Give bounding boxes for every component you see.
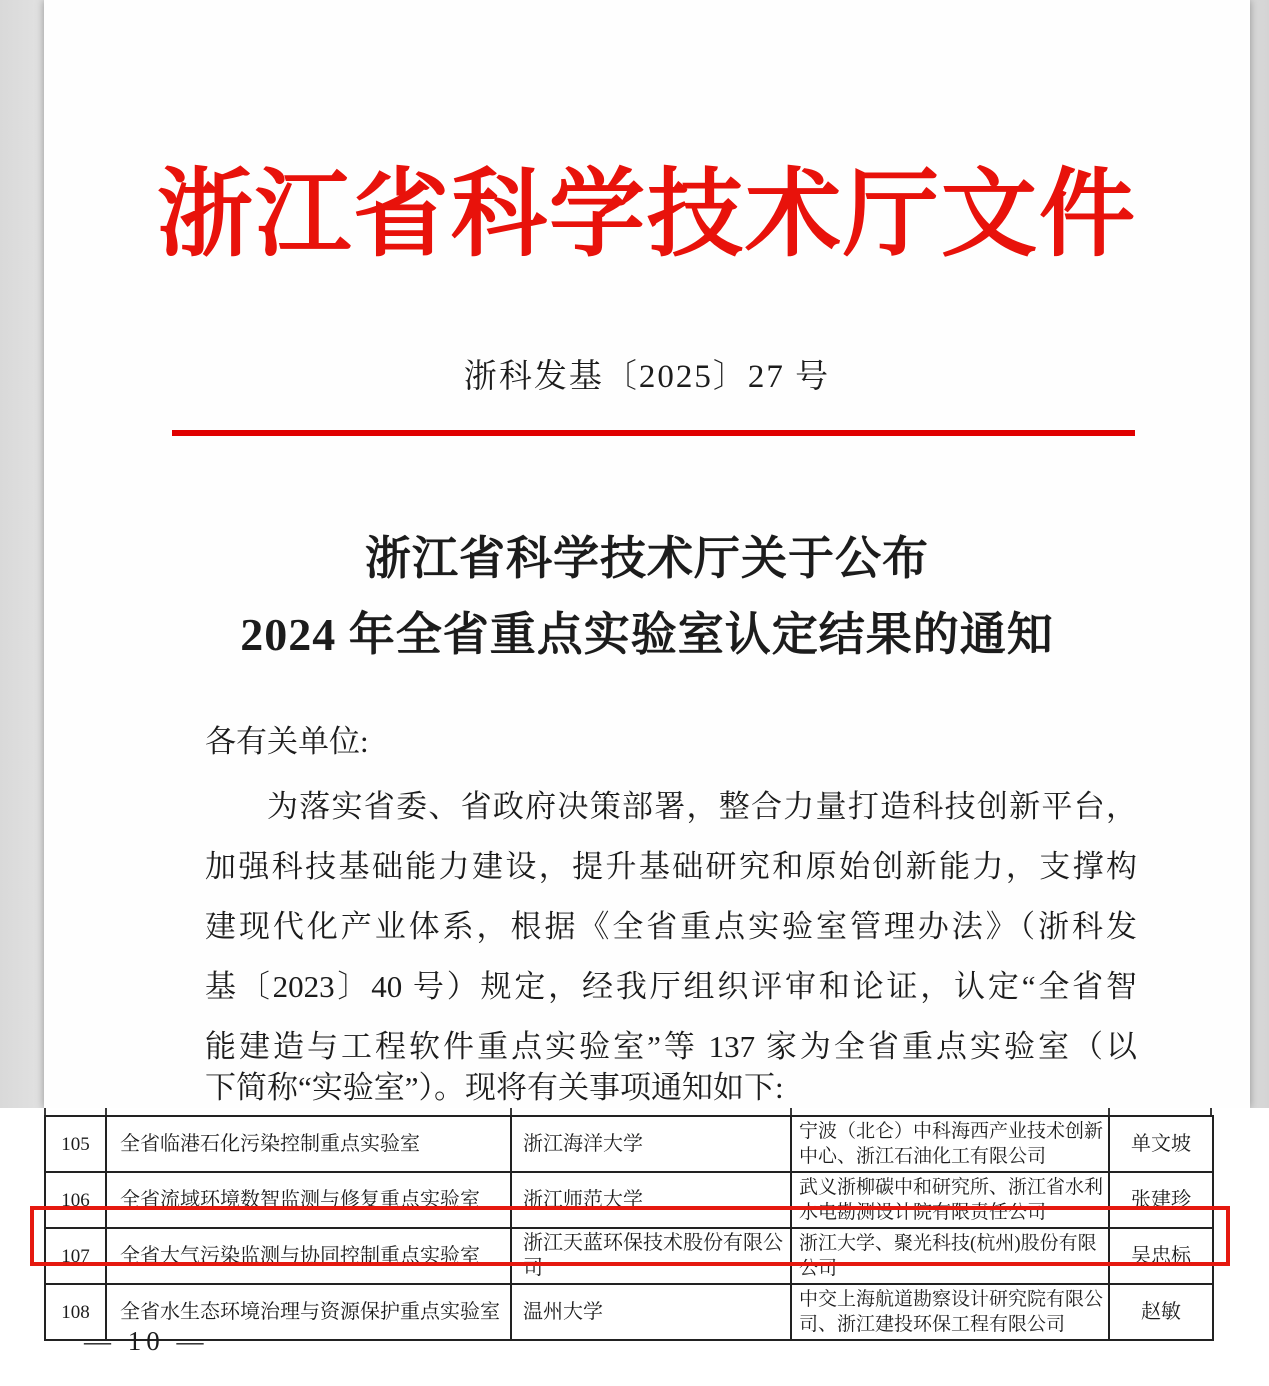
notice-title-line-1: 浙江省科学技术厅关于公布 bbox=[365, 533, 929, 584]
cell-lab-name: 全省临港石化污染控制重点实验室 bbox=[106, 1116, 511, 1172]
table-cut-stub bbox=[510, 1108, 512, 1115]
body-line: 基〔2023〕40 号）规定，经我厅组织评审和论证，认定“全省智 bbox=[205, 969, 1137, 1004]
cell-leader: 单文坡 bbox=[1109, 1116, 1213, 1172]
letterhead-red-rule bbox=[172, 430, 1135, 436]
table-cut-stub bbox=[44, 1108, 46, 1115]
table-row bbox=[45, 1116, 1213, 1172]
table-row bbox=[45, 1172, 1213, 1228]
cell-lab-name: 全省大气污染监测与协同控制重点实验室 bbox=[106, 1228, 511, 1284]
table-cut-stub bbox=[1210, 1108, 1212, 1115]
body-line: 为落实省委、省政府决策部署，整合力量打造科技创新平台， bbox=[267, 789, 1137, 824]
lab-results-table bbox=[44, 1115, 1214, 1341]
notice-title-line-2: 2024 年全省重点实验室认定结果的通知 bbox=[240, 609, 1054, 660]
table-cut-stub bbox=[105, 1108, 107, 1115]
body-line: 建现代化产业体系，根据《全省重点实验室管理办法》（浙科发 bbox=[205, 909, 1137, 944]
page-number: — 10 — bbox=[84, 1326, 209, 1356]
table-row bbox=[45, 1284, 1213, 1340]
cell-row-number: 108 bbox=[45, 1284, 106, 1340]
cell-institution: 浙江天蓝环保技术股份有限公司 bbox=[511, 1228, 791, 1284]
cell-partners: 中交上海航道勘察设计研究院有限公司、浙江建投环保工程有限公司 bbox=[791, 1284, 1109, 1340]
cell-lab-name: 全省流域环境数智监测与修复重点实验室 bbox=[106, 1172, 511, 1228]
body-line: 下简称“实验室”）。现将有关事项通知如下: bbox=[205, 1070, 784, 1105]
cell-row-number: 107 bbox=[45, 1228, 106, 1284]
cell-institution: 浙江师范大学 bbox=[511, 1172, 791, 1228]
cell-institution: 浙江海洋大学 bbox=[511, 1116, 791, 1172]
cell-institution: 温州大学 bbox=[511, 1284, 791, 1340]
table-sheet bbox=[0, 1108, 1269, 1386]
cell-leader: 吴忠标 bbox=[1109, 1228, 1213, 1284]
cell-partners: 武义浙柳碳中和研究所、浙江省水利水电勘测设计院有限责任公司 bbox=[791, 1172, 1109, 1228]
document-page bbox=[44, 0, 1250, 1108]
cell-partners: 浙江大学、聚光科技(杭州)股份有限公司 bbox=[791, 1228, 1109, 1284]
document-number: 浙科发基〔2025〕27 号 bbox=[463, 359, 831, 395]
agency-letterhead-title: 浙江省科学技术厅文件 bbox=[157, 161, 1137, 268]
body-line: 加强科技基础能力建设，提升基础研究和原始创新能力，支撑构 bbox=[205, 849, 1137, 884]
body-line: 能建造与工程软件重点实验室”等 137 家为全省重点实验室（以 bbox=[205, 1029, 1137, 1064]
cell-leader: 赵敏 bbox=[1109, 1284, 1213, 1340]
table-cut-stub bbox=[1108, 1108, 1110, 1115]
cell-row-number: 106 bbox=[45, 1172, 106, 1228]
cell-lab-name: 全省水生态环境治理与资源保护重点实验室 bbox=[106, 1284, 511, 1340]
table-row-highlighted bbox=[45, 1228, 1213, 1284]
salutation: 各有关单位: bbox=[205, 724, 369, 759]
cell-partners: 宁波（北仑）中科海西产业技术创新中心、浙江石油化工有限公司 bbox=[791, 1116, 1109, 1172]
table-cut-stub bbox=[790, 1108, 792, 1115]
cell-leader: 张建珍 bbox=[1109, 1172, 1213, 1228]
cell-row-number: 105 bbox=[45, 1116, 106, 1172]
